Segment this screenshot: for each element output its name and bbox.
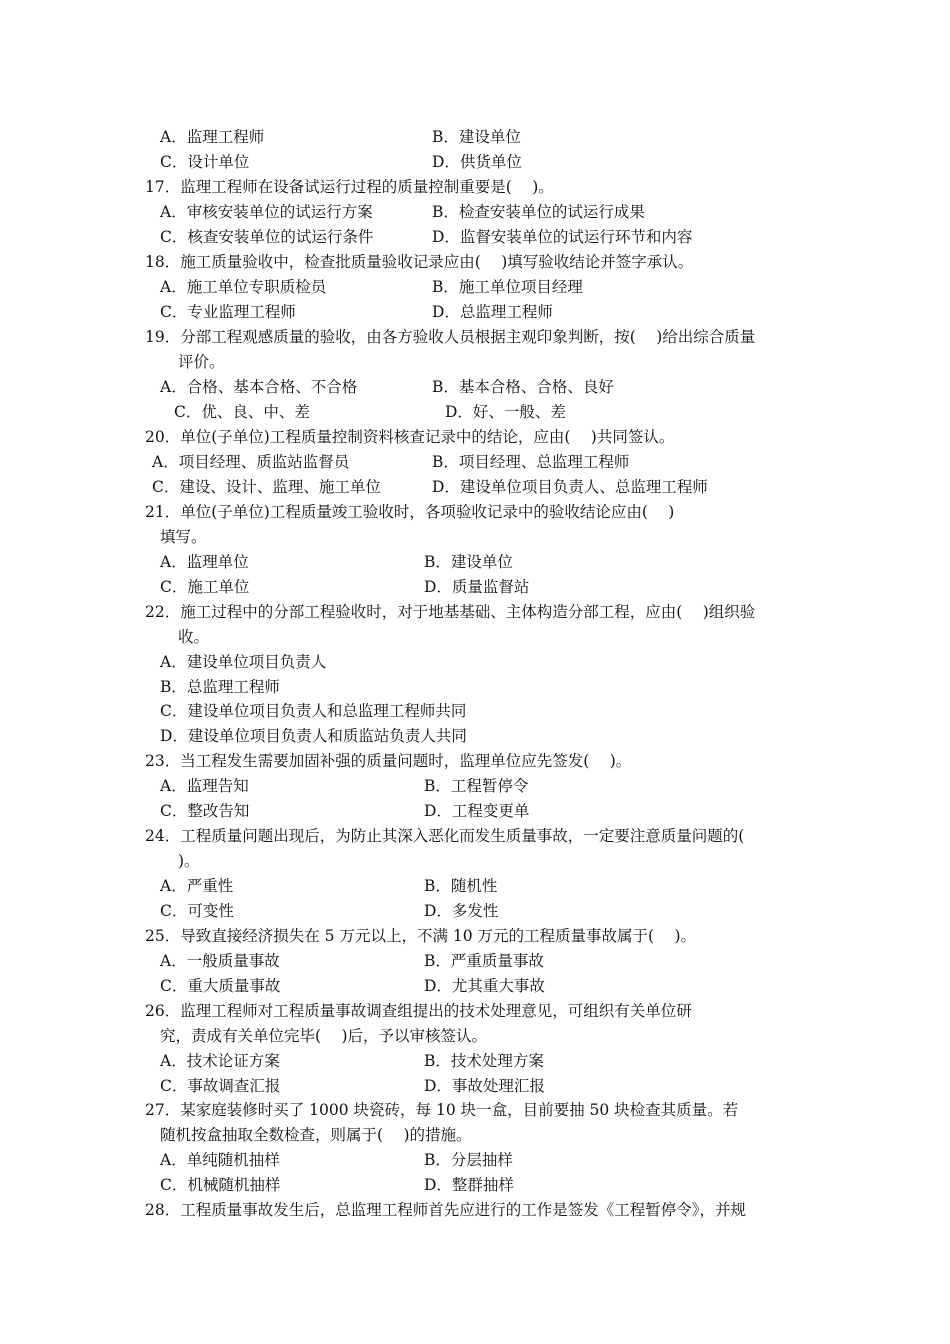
q27-option-b: B．分层抽样 — [424, 1151, 513, 1169]
q27-option-d: D．整群抽样 — [424, 1176, 514, 1194]
q17-option-d: D．监督安装单位的试运行环节和内容 — [432, 228, 693, 246]
q24-option-d: D．多发性 — [424, 902, 499, 920]
q16-option-d: D．供货单位 — [432, 153, 522, 171]
q22-option-c: C．建设单位项目负责人和总监理工程师共同 — [160, 702, 467, 720]
q26-stem-line2: 究，责成有关单位完毕( )后，予以审核签认。 — [160, 1027, 488, 1045]
q21-option-d: D．质量监督站 — [424, 578, 530, 596]
q22-stem-line1: 22．施工过程中的分部工程验收时，对于地基基础、主体构造分部工程，应由( )组织验 — [145, 603, 756, 621]
q27-option-c: C．机械随机抽样 — [160, 1176, 281, 1194]
q25-stem: 25．导致直接经济损失在 5 万元以上，不满 10 万元的工程质量事故属于( )。 — [145, 927, 697, 945]
q17-option-c: C．核查安装单位的试运行条件 — [160, 228, 374, 246]
q16-option-a: A．监理工程师 — [160, 128, 265, 146]
q22-option-a: A．建设单位项目负责人 — [160, 653, 327, 671]
q25-option-a: A．一般质量事故 — [160, 952, 280, 970]
q27-stem-line2: 随机按盒抽取全数检查，则属于( )的措施。 — [160, 1126, 472, 1144]
q19-option-d: D．好、一般、差 — [445, 403, 566, 421]
q24-option-b: B．随机性 — [424, 877, 498, 895]
q21-stem-line2: 填写。 — [160, 528, 207, 546]
q21-option-b: B．建设单位 — [424, 553, 513, 571]
q25-option-d: D．尤其重大事故 — [424, 977, 545, 995]
q18-option-a: A．施工单位专职质检员 — [160, 278, 327, 296]
q25-option-b: B．严重质量事故 — [424, 952, 544, 970]
q18-option-b: B．施工单位项目经理 — [432, 278, 583, 296]
q26-option-b: B．技术处理方案 — [424, 1052, 544, 1070]
q26-option-a: A．技术论证方案 — [160, 1052, 280, 1070]
q27-stem-line1: 27．某家庭装修时买了 1000 块瓷砖，每 10 块一盒，目前要抽 50 块检查其质量。若 — [145, 1101, 739, 1119]
q19-option-b: B．基本合格、合格、良好 — [432, 378, 614, 396]
q24-option-a: A．严重性 — [160, 877, 234, 895]
q21-option-c: C．施工单位 — [160, 578, 250, 596]
q22-option-b: B．总监理工程师 — [160, 678, 280, 696]
q22-stem-line2: 收。 — [178, 628, 210, 646]
q20-option-d: D．建设单位项目负责人、总监理工程师 — [432, 478, 708, 496]
q20-option-c: C．建设、设计、监理、施工单位 — [152, 478, 381, 496]
q17-option-b: B．检查安装单位的试运行成果 — [432, 203, 645, 221]
q22-option-d: D．建设单位项目负责人和质监站负责人共同 — [160, 727, 467, 745]
q27-option-a: A．单纯随机抽样 — [160, 1151, 280, 1169]
q24-option-c: C．可变性 — [160, 902, 234, 920]
q20-option-a: A．项目经理、质监站监督员 — [152, 453, 350, 471]
q19-option-c: C．优、良、中、差 — [174, 403, 310, 421]
q19-stem-line2: 评价。 — [178, 353, 225, 371]
q16-option-b: B．建设单位 — [432, 128, 521, 146]
q23-option-d: D．工程变更单 — [424, 802, 530, 820]
q20-stem: 20．单位(子单位)工程质量控制资料核查记录中的结论，应由( )共同签认。 — [145, 428, 675, 446]
q21-option-a: A．监理单位 — [160, 553, 249, 571]
q19-stem-line1: 19．分部工程观感质量的验收，由各方验收人员根据主观印象判断，按( )给出综合质量 — [145, 328, 756, 346]
q18-option-c: C．专业监理工程师 — [160, 303, 296, 321]
q26-stem-line1: 26．监理工程师对工程质量事故调查组提出的技术处理意见，可组织有关单位研 — [145, 1002, 692, 1020]
q23-option-c: C．整改告知 — [160, 802, 250, 820]
q23-option-b: B．工程暂停令 — [424, 777, 529, 795]
q26-option-c: C．事故调查汇报 — [160, 1077, 281, 1095]
q19-option-a: A．合格、基本合格、不合格 — [160, 378, 358, 396]
q17-stem: 17．监理工程师在设备试运行过程的质量控制重要是( )。 — [145, 178, 554, 196]
q26-option-d: D．事故处理汇报 — [424, 1077, 545, 1095]
q23-option-a: A．监理告知 — [160, 777, 249, 795]
q28-stem-line1: 28．工程质量事故发生后，总监理工程师首先应进行的工作是签发《工程暂停令》，并规 — [145, 1201, 746, 1219]
q17-option-a: A．审核安装单位的试运行方案 — [160, 203, 373, 221]
q16-option-c: C．设计单位 — [160, 153, 250, 171]
q21-stem-line1: 21．单位(子单位)工程质量竣工验收时，各项验收记录中的验收结论应由( ) — [145, 503, 675, 521]
q24-stem-line1: 24．工程质量问题出现后，为防止其深入恶化而发生质量事故，一定要注意质量问题的( — [145, 827, 745, 845]
q18-stem: 18．施工质量验收中，检查批质量验收记录应由( )填写验收结论并签字承认。 — [145, 253, 694, 271]
q23-stem: 23．当工程发生需要加固补强的质量问题时，监理单位应先签发( )。 — [145, 752, 632, 770]
q18-option-d: D．总监理工程师 — [432, 303, 553, 321]
q24-stem-line2: )。 — [178, 852, 200, 870]
q25-option-c: C．重大质量事故 — [160, 977, 281, 995]
q20-option-b: B．项目经理、总监理工程师 — [432, 453, 630, 471]
